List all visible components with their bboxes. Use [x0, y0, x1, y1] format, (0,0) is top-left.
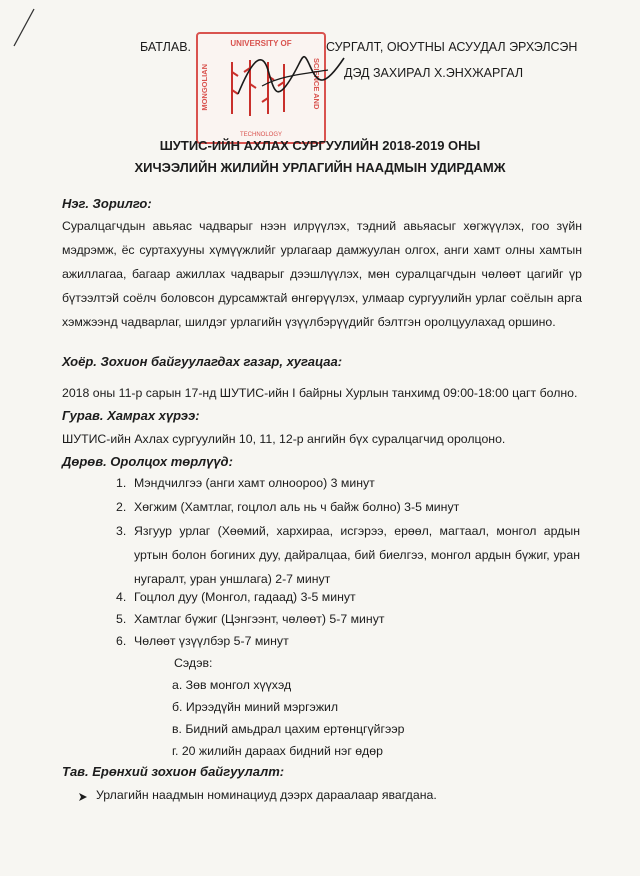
types-heading: Дөрөв. Оролцох төрлүүд: [62, 454, 233, 469]
scope-text: ШУТИС-ийн Ахлах сургуулийн 10, 11, 12-р ангийн бүх суралцагчид оролцоно. [62, 432, 506, 446]
goal-paragraph: Суралцагчдын авьяас чадварыг нээн илрүүлэх, тэдний авьяасыг хөгжүүлэх, гоо зүйн мэдрэмж, ёс суртахууны хүмүүжлийг урлагаар дамжуулан олгох, анги хамт олны хамтын ажиллагаа, багаар ажиллах чадварыг дээшлүүлэх, мөн суралцагчдын чөлөөт цагийг үр бүтээлтэй соёлч боловсон дурсамжтай өнгөрүүлэх, улмаар сургуулийн урлаг соёлын арга хэмжээнд чадварлаг, шилдэг урлагийн үзүүлбэрүүдийг бэлтгэн оролцуулахад оршино. [62, 219, 582, 329]
place-heading: Хоёр. Зохион байгуулагдах газар, хугацаа: [62, 354, 343, 369]
signature-icon [232, 40, 352, 110]
approve-label: БАТЛАВ. [140, 40, 192, 54]
general-bullet-text: Урлагийн наадмын номинациуд дээрх дараалаар явагдана. [96, 788, 437, 802]
list-item-number: 3. [116, 524, 127, 538]
place-text: 2018 оны 11-р сарын 17-нд ШУТИС-ийн I байрны Хурлын танхимд 09:00-18:00 цагт болно. [62, 386, 578, 400]
pen-stroke-icon [10, 6, 40, 50]
stamp-bottom-text: TECHNOLOGY [239, 132, 282, 138]
approver-name: ДЭД ЗАХИРАЛ Х.ЭНХЖАРГАЛ [344, 66, 524, 80]
approver-role: СУРГАЛТ, ОЮУТНЫ АСУУДАЛ ЭРХЭЛСЭН [326, 40, 578, 54]
goal-heading: Нэг. Зорилго: [62, 196, 152, 211]
stamp-left-text: MONGOLIAN [200, 64, 209, 111]
stamp-right-text: SCIENCE AND [312, 58, 321, 110]
arrow-bullet-icon [78, 792, 88, 802]
list-item-number: 6. [116, 634, 127, 648]
title-line-2: ХИЧЭЭЛИЙН ЖИЛИЙН УРЛАГИЙН НААДМЫН УДИРДАМЖ [134, 160, 506, 175]
stamp-top-text: UNIVERSITY OF [230, 39, 292, 48]
topics-label: Сэдэв: [174, 656, 213, 670]
list-item: Хөгжим (Хамтлаг, гоцлол аль нь ч байж болно) 3-5 минут [134, 500, 460, 514]
topic-item: а. Зөв монгол хүүхэд [172, 678, 292, 692]
list-item: Хамтлаг бүжиг (Цэнгээнт, чөлөөт) 5-7 минут [134, 612, 385, 626]
list-item: Чөлөөт үзүүлбэр 5-7 минут [134, 634, 289, 648]
list-item-number: 2. [116, 500, 127, 514]
list-item: Мэндчилгээ (анги хамт олноороо) 3 минут [134, 476, 375, 490]
list-item: Гоцлол дуу (Монгол, гадаад) 3-5 минут [134, 590, 356, 604]
general-heading: Тав. Ерөнхий зохион байгуулалт: [62, 764, 285, 779]
topic-item: б. Ирээдүйн миний мэргэжил [172, 700, 339, 714]
scope-heading: Гурав. Хамрах хүрээ: [62, 408, 200, 423]
topic-item: г. 20 жилийн дараах бидний нэг өдөр [172, 744, 383, 758]
list-item-number: 5. [116, 612, 127, 626]
list-item-number: 1. [116, 476, 127, 490]
list-item: Язгуур урлаг (Хөөмий, хархираа, исгэрээ, ерөөл, магтаал, монгол ардын уртын болон богиних дуу, дайралцаа, бий биелгээ, монгол ардын бүжиг, уран нугаралт, уран уншлага) 2-7 минут [134, 524, 580, 586]
list-item-number: 4. [116, 590, 127, 604]
topic-item: в. Бидний амьдрал цахим ертөнцгүйгээр [172, 722, 405, 736]
title-line-1: ШУТИС-ИЙН АХЛАХ СУРГУУЛИЙН 2018-2019 ОНЫ [159, 138, 481, 153]
